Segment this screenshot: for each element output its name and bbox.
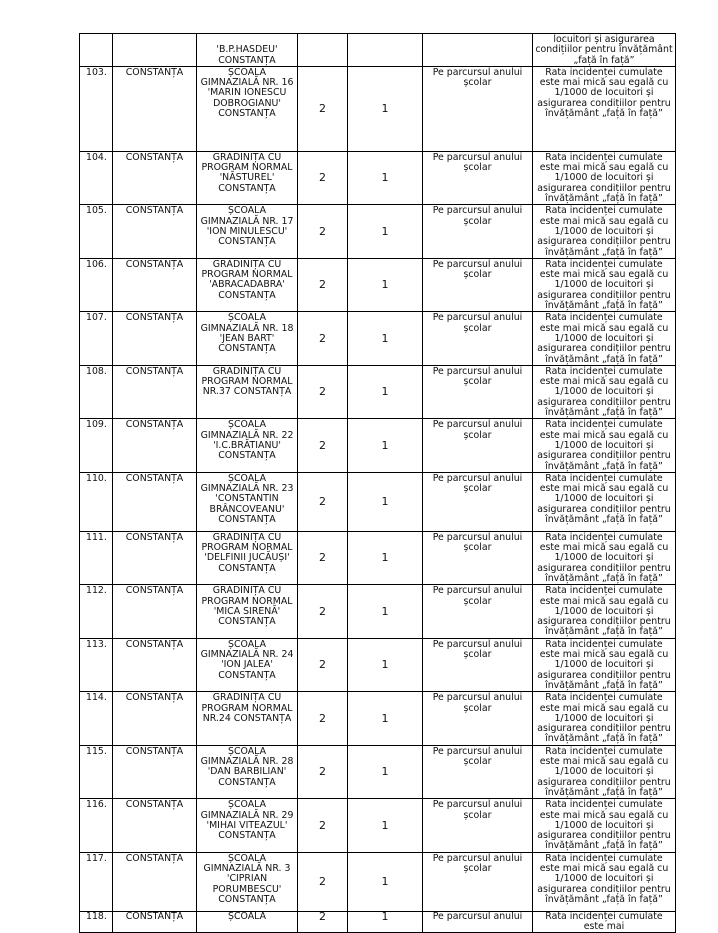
row-number: 108. <box>80 365 113 418</box>
county-cell: CONSTANȚA <box>113 205 197 258</box>
value-1-cell: 2 <box>298 692 348 745</box>
row-number: 112. <box>80 585 113 638</box>
county-cell: CONSTANȚA <box>113 692 197 745</box>
table-row <box>80 799 676 852</box>
county-cell <box>113 34 197 67</box>
value-1-cell <box>298 34 348 67</box>
table-row <box>80 151 676 204</box>
conditions-cell: Rata incidenței cumulate este mai mică sau egală cu 1/1000 de locuitori și asigurarea condițiilor pentru învățământ „față în față” <box>533 205 676 258</box>
period-cell: Pe parcursul anului școlar <box>423 799 533 852</box>
county-cell: CONSTANȚA <box>113 638 197 691</box>
value-2-cell: 1 <box>348 365 423 418</box>
school-unit-cell: GRĂDINIȚA CU PROGRAM NORMAL NR.24 CONSTANȚA <box>197 692 298 745</box>
conditions-cell: Rata incidenței cumulate este mai <box>533 911 676 933</box>
period-cell: Pe parcursul anului <box>423 911 533 933</box>
period-cell: Pe parcursul anului școlar <box>423 258 533 311</box>
county-cell: CONSTANȚA <box>113 312 197 365</box>
row-number: 104. <box>80 151 113 204</box>
school-unit-cell: ȘCOALA GIMNAZIALĂ NR. 23 'CONSTANTIN BRÂNCOVEANU' CONSTANȚA <box>197 472 298 531</box>
row-number: 116. <box>80 799 113 852</box>
value-2-cell: 1 <box>348 472 423 531</box>
value-2-cell: 1 <box>348 258 423 311</box>
county-cell: CONSTANȚA <box>113 66 197 151</box>
value-1-cell: 2 <box>298 258 348 311</box>
value-2-cell <box>348 34 423 67</box>
value-2-cell: 1 <box>348 692 423 745</box>
value-2-cell: 1 <box>348 151 423 204</box>
school-unit-cell: ȘCOALA GIMNAZIALĂ NR. 24 'ION JALEA' CONSTANȚA <box>197 638 298 691</box>
period-cell: Pe parcursul anului școlar <box>423 585 533 638</box>
school-unit-cell: ȘCOALA GIMNAZIALĂ NR. 3 'CIPRIAN PORUMBESCU' CONSTANȚA <box>197 852 298 911</box>
county-cell: CONSTANȚA <box>113 585 197 638</box>
school-unit-cell: GRĂDINIȚA CU PROGRAM NORMAL 'ABRACADABRA' CONSTANȚA <box>197 258 298 311</box>
value-1-cell: 2 <box>298 799 348 852</box>
school-unit-cell: GRĂDINIȚA CU PROGRAM NORMAL 'MICA SIRENĂ' CONSTANȚA <box>197 585 298 638</box>
conditions-cell: locuitori și asigurarea condițiilor pentru învățământ „față în față” <box>533 34 676 67</box>
value-1-cell: 2 <box>298 638 348 691</box>
value-2-cell: 1 <box>348 531 423 584</box>
value-1-cell: 2 <box>298 66 348 151</box>
table-row <box>80 419 676 472</box>
row-number <box>80 34 113 67</box>
conditions-cell: Rata incidenței cumulate este mai mică sau egală cu 1/1000 de locuitori și asigurarea condițiilor pentru învățământ „față în față” <box>533 852 676 911</box>
period-cell: Pe parcursul anului școlar <box>423 852 533 911</box>
value-1-cell: 2 <box>298 911 348 933</box>
row-number: 109. <box>80 419 113 472</box>
school-unit-cell: 'B.P.HASDEU' CONSTANȚA <box>197 34 298 67</box>
table-row <box>80 66 676 151</box>
period-cell: Pe parcursul anului școlar <box>423 205 533 258</box>
school-unit-cell: GRĂDINIȚA CU PROGRAM NORMAL 'DELFINII JUCĂUȘI' CONSTANȚA <box>197 531 298 584</box>
conditions-cell: Rata incidenței cumulate este mai mică sau egală cu 1/1000 de locuitori și asigurarea condițiilor pentru învățământ „față în față” <box>533 531 676 584</box>
conditions-cell: Rata incidenței cumulate este mai mică sau egală cu 1/1000 de locuitori și asigurarea condițiilor pentru învățământ „față în față” <box>533 472 676 531</box>
value-1-cell: 2 <box>298 365 348 418</box>
value-1-cell: 2 <box>298 852 348 911</box>
county-cell: CONSTANȚA <box>113 799 197 852</box>
county-cell: CONSTANȚA <box>113 151 197 204</box>
conditions-cell: Rata incidenței cumulate este mai mică sau egală cu 1/1000 de locuitori și asigurarea condițiilor pentru învățământ „față în față” <box>533 692 676 745</box>
period-cell: Pe parcursul anului școlar <box>423 692 533 745</box>
school-unit-cell: ȘCOALA GIMNAZIALĂ NR. 18 'JEAN BART' CONSTANȚA <box>197 312 298 365</box>
table-row <box>80 531 676 584</box>
value-1-cell: 2 <box>298 205 348 258</box>
value-2-cell: 1 <box>348 419 423 472</box>
school-unit-cell: ȘCOALA <box>197 911 298 933</box>
value-1-cell: 2 <box>298 419 348 472</box>
table-row <box>80 692 676 745</box>
table-row <box>80 205 676 258</box>
row-number: 114. <box>80 692 113 745</box>
period-cell: Pe parcursul anului școlar <box>423 66 533 151</box>
period-cell: Pe parcursul anului școlar <box>423 419 533 472</box>
period-cell: Pe parcursul anului școlar <box>423 312 533 365</box>
conditions-cell: Rata incidenței cumulate este mai mică sau egală cu 1/1000 de locuitori și asigurarea condițiilor pentru învățământ „față în față” <box>533 312 676 365</box>
period-cell <box>423 34 533 67</box>
value-1-cell: 2 <box>298 585 348 638</box>
school-unit-cell: ȘCOALA GIMNAZIALĂ NR. 28 'DAN BARBILIAN' CONSTANȚA <box>197 745 298 798</box>
value-2-cell: 1 <box>348 205 423 258</box>
schools-table <box>79 33 676 933</box>
table-row <box>80 852 676 911</box>
school-unit-cell: GRĂDINIȚA CU PROGRAM NORMAL NR.37 CONSTANȚA <box>197 365 298 418</box>
table-row <box>80 365 676 418</box>
table-row <box>80 34 676 67</box>
school-unit-cell: ȘCOALA GIMNAZIALĂ NR. 29 'MIHAI VITEAZUL' CONSTANȚA <box>197 799 298 852</box>
table-row <box>80 258 676 311</box>
row-number: 113. <box>80 638 113 691</box>
conditions-cell: Rata incidenței cumulate este mai mică sau egală cu 1/1000 de locuitori și asigurarea condițiilor pentru învățământ „față în față” <box>533 66 676 151</box>
value-2-cell: 1 <box>348 852 423 911</box>
value-2-cell: 1 <box>348 745 423 798</box>
county-cell: CONSTANȚA <box>113 852 197 911</box>
row-number: 115. <box>80 745 113 798</box>
row-number: 111. <box>80 531 113 584</box>
period-cell: Pe parcursul anului școlar <box>423 151 533 204</box>
period-cell: Pe parcursul anului școlar <box>423 365 533 418</box>
county-cell: CONSTANȚA <box>113 911 197 933</box>
county-cell: CONSTANȚA <box>113 365 197 418</box>
county-cell: CONSTANȚA <box>113 258 197 311</box>
school-unit-cell: ȘCOALA GIMNAZIALĂ NR. 16 'MARIN IONESCU DOBROGIANU' CONSTANȚA <box>197 66 298 151</box>
conditions-cell: Rata incidenței cumulate este mai mică sau egală cu 1/1000 de locuitori și asigurarea condițiilor pentru învățământ „față în față” <box>533 745 676 798</box>
table-row <box>80 745 676 798</box>
value-1-cell: 2 <box>298 745 348 798</box>
conditions-cell: Rata incidenței cumulate este mai mică sau egală cu 1/1000 de locuitori și asigurarea condițiilor pentru învățământ „față în față” <box>533 638 676 691</box>
value-2-cell: 1 <box>348 585 423 638</box>
row-number: 110. <box>80 472 113 531</box>
row-number: 103. <box>80 66 113 151</box>
value-1-cell: 2 <box>298 312 348 365</box>
value-1-cell: 2 <box>298 472 348 531</box>
table-row <box>80 312 676 365</box>
school-unit-cell: ȘCOALA GIMNAZIALĂ NR. 22 'I.C.BRĂTIANU' CONSTANȚA <box>197 419 298 472</box>
county-cell: CONSTANȚA <box>113 419 197 472</box>
value-1-cell: 2 <box>298 531 348 584</box>
row-number: 107. <box>80 312 113 365</box>
value-2-cell: 1 <box>348 911 423 933</box>
value-2-cell: 1 <box>348 66 423 151</box>
period-cell: Pe parcursul anului școlar <box>423 531 533 584</box>
value-1-cell: 2 <box>298 151 348 204</box>
conditions-cell: Rata incidenței cumulate este mai mică sau egală cu 1/1000 de locuitori și asigurarea condițiilor pentru învățământ „față în față” <box>533 365 676 418</box>
school-unit-cell: GRĂDINIȚA CU PROGRAM NORMAL 'NĂSTUREL' CONSTANȚA <box>197 151 298 204</box>
conditions-cell: Rata incidenței cumulate este mai mică sau egală cu 1/1000 de locuitori și asigurarea condițiilor pentru învățământ „față în față” <box>533 585 676 638</box>
period-cell: Pe parcursul anului școlar <box>423 745 533 798</box>
table-row <box>80 638 676 691</box>
row-number: 118. <box>80 911 113 933</box>
school-unit-cell: ȘCOALA GIMNAZIALĂ NR. 17 'ION MINULESCU' CONSTANȚA <box>197 205 298 258</box>
county-cell: CONSTANȚA <box>113 745 197 798</box>
conditions-cell: Rata incidenței cumulate este mai mică sau egală cu 1/1000 de locuitori și asigurarea condițiilor pentru învățământ „față în față” <box>533 151 676 204</box>
table-row <box>80 585 676 638</box>
conditions-cell: Rata incidenței cumulate este mai mică sau egală cu 1/1000 de locuitori și asigurarea condițiilor pentru învățământ „față în față” <box>533 258 676 311</box>
value-2-cell: 1 <box>348 638 423 691</box>
period-cell: Pe parcursul anului școlar <box>423 472 533 531</box>
period-cell: Pe parcursul anului școlar <box>423 638 533 691</box>
table-row <box>80 911 676 933</box>
value-2-cell: 1 <box>348 799 423 852</box>
table-body <box>80 34 676 933</box>
row-number: 106. <box>80 258 113 311</box>
value-2-cell: 1 <box>348 312 423 365</box>
county-cell: CONSTANȚA <box>113 472 197 531</box>
table-row <box>80 472 676 531</box>
row-number: 117. <box>80 852 113 911</box>
row-number: 105. <box>80 205 113 258</box>
county-cell: CONSTANȚA <box>113 531 197 584</box>
conditions-cell: Rata incidenței cumulate este mai mică sau egală cu 1/1000 de locuitori și asigurarea condițiilor pentru învățământ „față în față” <box>533 799 676 852</box>
conditions-cell: Rata incidenței cumulate este mai mică sau egală cu 1/1000 de locuitori și asigurarea condițiilor pentru învățământ „față în față” <box>533 419 676 472</box>
